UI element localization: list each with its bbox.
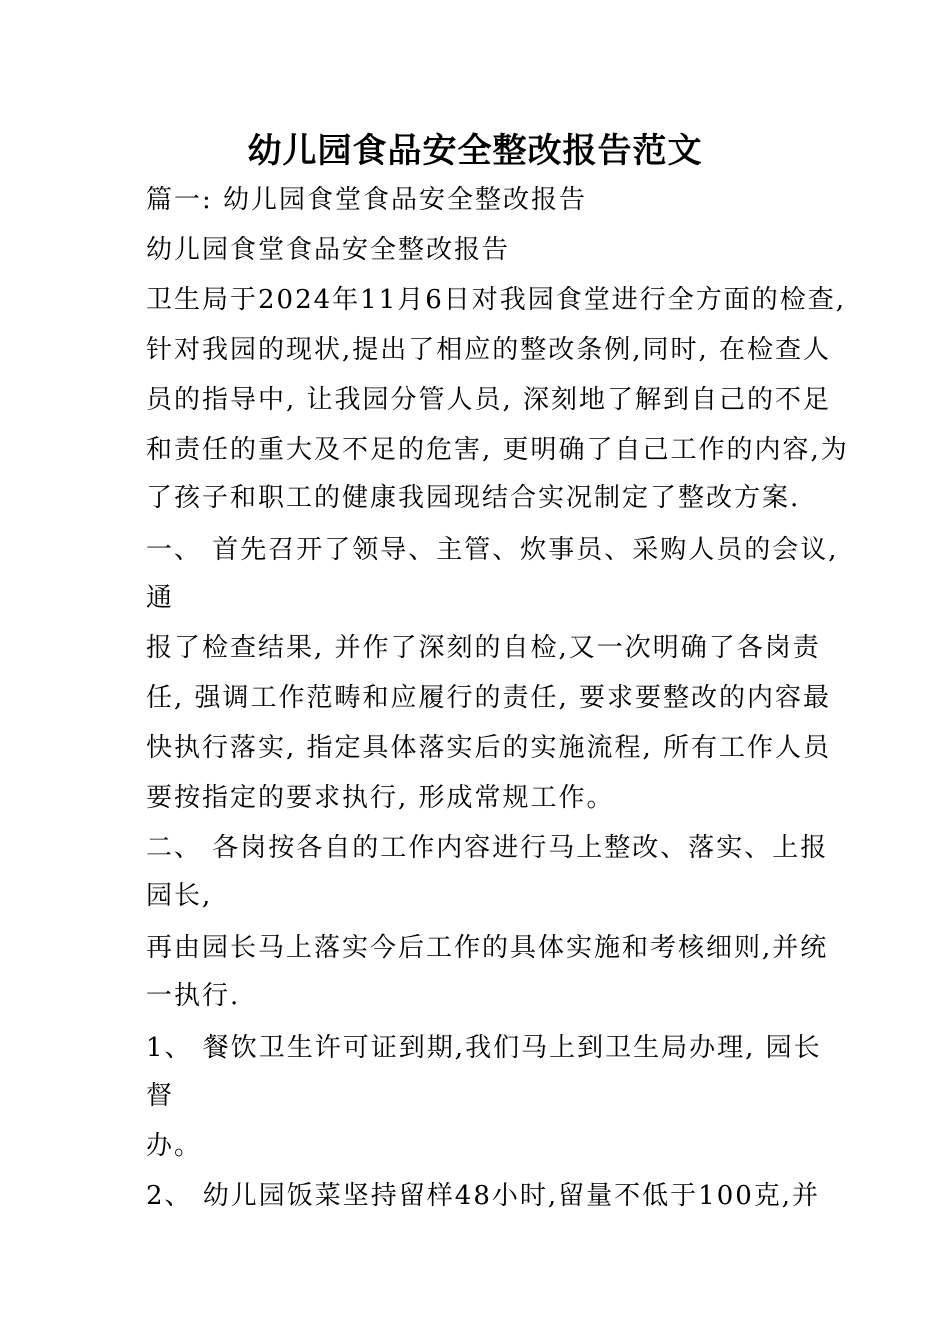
list-item-line: 二、 各岗按各自的工作内容进行马上整改、落实、上报 [146, 833, 829, 863]
paragraph-line: 员的指导中, 让我园分管人员, 深刻地了解到自己的不足 [146, 385, 832, 415]
paragraph-line: 任, 强调工作范畴和应履行的责任, 要求要整改的内容最 [146, 683, 832, 713]
paragraph-line: 和责任的重大及不足的危害, 更明确了自己工作的内容,为 [146, 435, 849, 465]
paragraph-line: 报了检查结果, 并作了深刻的自检,又一次明确了各岗责 [146, 633, 821, 663]
paragraph-line: 一执行. [146, 981, 241, 1011]
paragraph-line: 针对我园的现状,提出了相应的整改条例,同时, 在检查人 [146, 335, 832, 365]
list-item-line: 1、 餐饮卫生许可证到期,我们马上到卫生局办理, 园长 [146, 1033, 822, 1063]
paragraph-line: 快执行落实, 指定具体落实后的实施流程, 所有工作人员 [146, 733, 832, 763]
paragraph-line: 园长, [146, 881, 213, 911]
paragraph-line: 督 [146, 1081, 175, 1111]
paragraph-line: 办。 [146, 1131, 203, 1161]
paragraph-line: 再由园长马上落实今后工作的具体实施和考核细则,并统 [146, 933, 829, 963]
paragraph-line: 通 [146, 583, 175, 613]
list-item-line: 一、 首先召开了领导、主管、炊事员、采购人员的会议, [146, 535, 839, 565]
report-subtitle: 幼儿园食堂食品安全整改报告 [146, 235, 511, 265]
list-item-line: 2、 幼儿园饭菜坚持留样48小时,留量不低于100克,并 [146, 1181, 821, 1211]
section-heading: 篇一: 幼儿园食堂食品安全整改报告 [146, 185, 588, 215]
paragraph-line: 了孩子和职工的健康我园现结合实况制定了整改方案. [146, 483, 801, 513]
paragraph-line: 卫生局于2024年11月6日对我园食堂进行全方面的检查, [146, 285, 847, 315]
paragraph-line: 要按指定的要求执行, 形成常规工作。 [146, 783, 615, 813]
document-title: 幼儿园食品安全整改报告范文 [247, 131, 703, 171]
